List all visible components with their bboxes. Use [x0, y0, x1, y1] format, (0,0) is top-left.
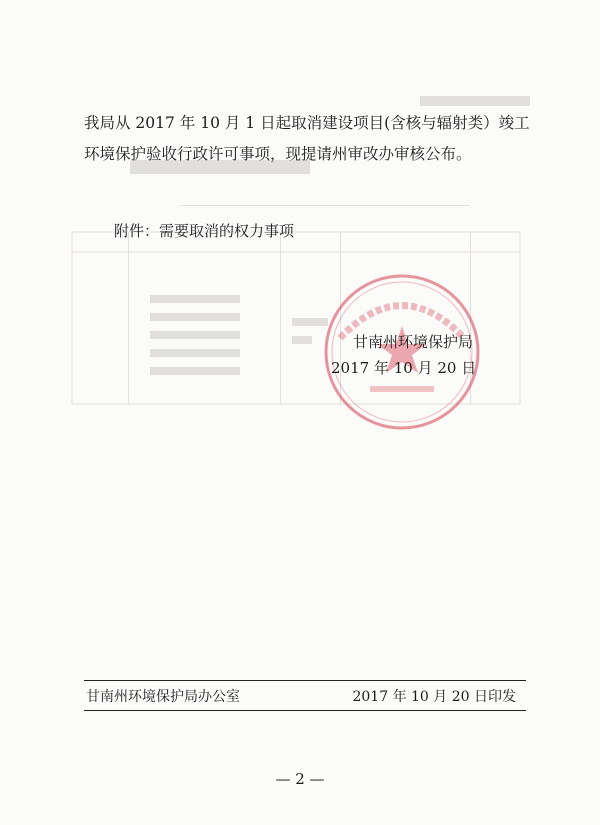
attachment-label: 附件：需要取消的权力事项	[114, 222, 295, 240]
footer-bottom-rule	[84, 710, 526, 711]
signature-date: 2017 年 10 月 20 日	[331, 359, 477, 377]
footer-issued-date: 2017 年 10 月 20 日印发	[352, 689, 516, 705]
body-line-2: 环境保护验收行政许可事项，现提请州审改办审核公布。	[84, 145, 472, 163]
signature-block	[331, 329, 477, 381]
body-line-1: 我局从 2017 年 10 月 1 日起取消建设项目(含核与辐射类）竣工	[84, 114, 530, 132]
page-number: — 2 —	[275, 770, 325, 788]
body-paragraph	[84, 108, 530, 170]
footer-issuer: 甘南州环境保护局办公室	[86, 689, 240, 705]
signature-org: 甘南州环境保护局	[353, 333, 474, 351]
footer-top-rule	[84, 680, 526, 681]
